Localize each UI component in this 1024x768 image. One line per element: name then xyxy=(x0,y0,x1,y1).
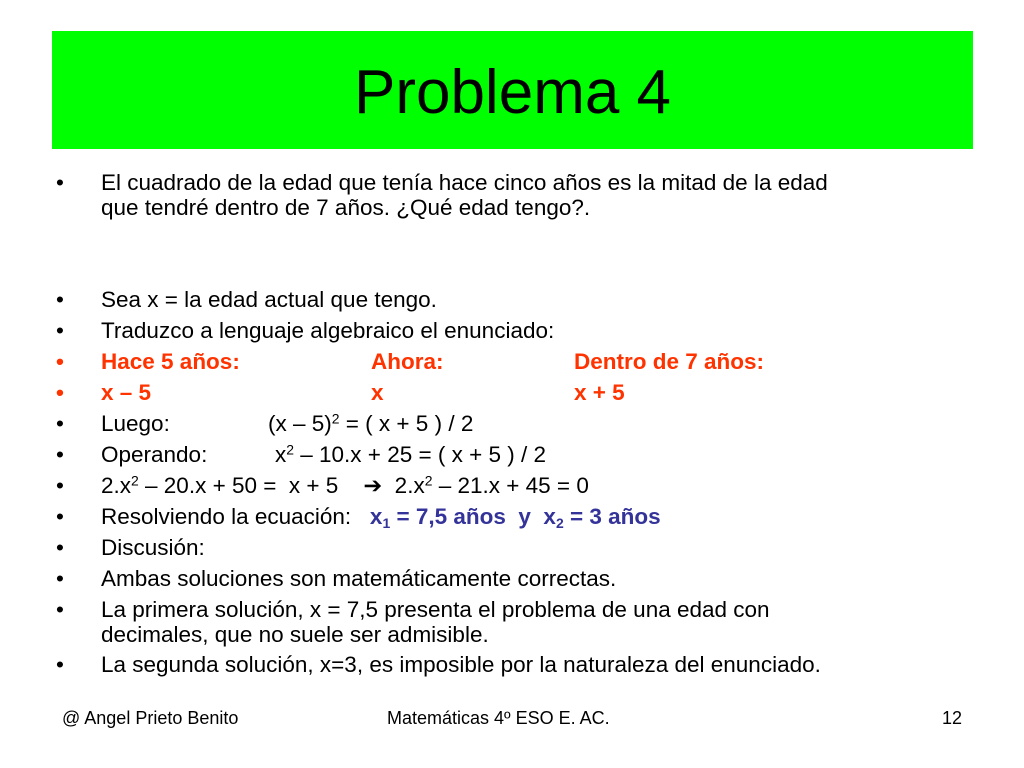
traduzco-text: Traduzco a lenguaje algebraico el enunciado: xyxy=(101,318,555,343)
slide-title: Problema 4 xyxy=(353,58,672,127)
sol-x1-sub: 1 xyxy=(382,515,391,532)
luego-eq-left: (x – 5) xyxy=(268,411,332,436)
bullet-dot: • xyxy=(56,411,64,436)
bullet-dot: • xyxy=(56,349,64,374)
operando-label: Operando: xyxy=(101,442,208,467)
header-after: Dentro de 7 años: xyxy=(574,349,765,374)
arrow-icon: ➔ xyxy=(363,473,383,498)
statement-line-1: El cuadrado de la edad que tenía hace cinco años es la mitad de la edad xyxy=(101,170,828,195)
primera-line-2: decimales, que no suele ser admisible. xyxy=(101,622,489,647)
resolviendo-label: Resolviendo la ecuación: xyxy=(101,504,370,529)
bullet-dot: • xyxy=(56,318,64,343)
step-a: 2.x xyxy=(101,473,132,498)
step-exponent-2: 2 xyxy=(424,472,433,489)
operando-equation xyxy=(275,442,546,467)
header-now: Ahora: xyxy=(371,349,444,374)
bullet-dot: • xyxy=(56,473,64,498)
discusion-text: Discusión: xyxy=(101,535,205,560)
bullet-dot: • xyxy=(56,535,64,560)
step-exponent-1: 2 xyxy=(131,472,139,489)
solutions xyxy=(369,504,661,532)
primera-line-1: La primera solución, x = 7,5 presenta el problema de una edad con xyxy=(101,597,770,622)
luego-exponent: 2 xyxy=(331,410,340,427)
footer-course: Matemáticas 4º ESO E. AC. xyxy=(387,708,610,728)
bullet-dot: • xyxy=(56,380,64,405)
bullet-dot: • xyxy=(56,287,64,312)
header-before: Hace 5 años: xyxy=(101,349,240,374)
step-b: – 20.x + 50 = x + 5 xyxy=(138,473,364,498)
sol-x2-sub: 2 xyxy=(555,515,564,532)
operando-eq-b: – 10.x + 25 = ( x + 5 ) / 2 xyxy=(294,442,547,467)
step-d: – 21.x + 45 = 0 xyxy=(432,473,589,498)
footer-author: @ Angel Prieto Benito xyxy=(62,708,239,728)
bullet-dot: • xyxy=(56,170,64,195)
bullet-dot: • xyxy=(56,504,64,529)
luego-equation xyxy=(268,411,473,436)
expression-after: x + 5 xyxy=(574,380,625,405)
expression-before: x – 5 xyxy=(101,380,152,405)
expression-now: x xyxy=(371,380,384,405)
sea-text: Sea x = la edad actual que tengo. xyxy=(101,287,437,312)
statement-line-2: que tendré dentro de 7 años. ¿Qué edad tengo?. xyxy=(101,195,591,220)
bullet-dot: • xyxy=(56,566,64,591)
sol-x2-var: x xyxy=(543,504,556,529)
sol-x2-value: = 3 años xyxy=(563,504,661,529)
operando-eq-a: x xyxy=(275,442,287,467)
footer-page-number: 12 xyxy=(942,708,963,728)
step-equation xyxy=(101,473,589,498)
resolviendo-line xyxy=(101,504,661,532)
luego-eq-right: = ( x + 5 ) / 2 xyxy=(339,411,474,436)
bullet-dot: • xyxy=(56,652,64,677)
step-c: 2.x xyxy=(382,473,425,498)
bullet-dot: • xyxy=(56,597,64,622)
segunda-text: La segunda solución, x=3, es imposible por la naturaleza del enunciado. xyxy=(101,652,821,677)
sol-x1-var: x xyxy=(369,504,383,529)
luego-label: Luego: xyxy=(101,411,170,436)
bullet-dot: • xyxy=(56,442,64,467)
sol-x1-value: = 7,5 años y xyxy=(390,504,544,529)
ambas-text: Ambas soluciones son matemáticamente correctas. xyxy=(101,566,617,591)
operando-exponent: 2 xyxy=(286,441,295,458)
